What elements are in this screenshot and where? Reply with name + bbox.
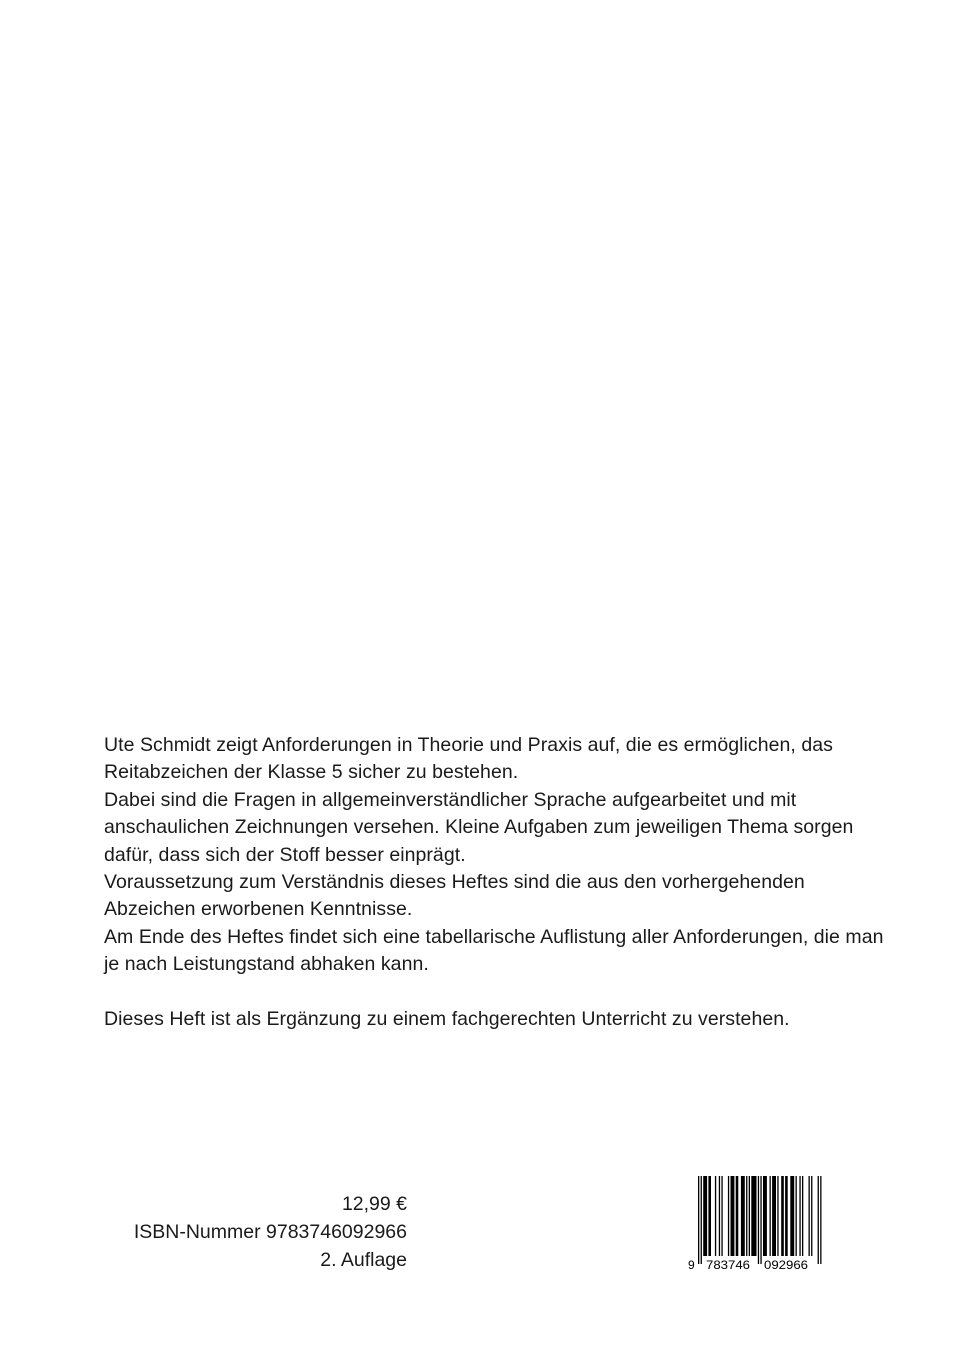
barcode-left-digits: 783746: [706, 1258, 751, 1272]
barcode-bar: [796, 1176, 797, 1256]
barcode-guard-bar: [698, 1176, 699, 1264]
description-paragraph-4: Am Ende des Heftes findet sich eine tabellarische Auflistung aller Anforderungen, die man je nach Leistungstand abhaken kann.: [104, 925, 884, 976]
barcode-bar: [785, 1176, 788, 1256]
barcode-bar: [746, 1176, 747, 1256]
barcode-bar: [751, 1176, 756, 1256]
barcode-bar: [715, 1176, 716, 1256]
barcode-bar: [770, 1176, 771, 1256]
barcode-bar: [731, 1176, 735, 1256]
barcode-bar: [802, 1176, 803, 1256]
barcode-bar: [719, 1176, 720, 1256]
description-paragraph-2: Dabei sind die Fragen in allgemeinverständlicher Sprache aufgearbeitet und mit anschaulichen Zeichnungen versehen. Kleine Aufgaben zum jeweiligen Thema sorgen dafür, dass sich der Stoff besser einprägt.: [104, 788, 854, 866]
barcode-bar: [749, 1176, 750, 1256]
barcode-lead-digit: 9: [688, 1258, 695, 1272]
barcode-guard-bar: [760, 1176, 761, 1264]
barcode-guard-bar: [701, 1176, 702, 1264]
barcode-bar: [790, 1176, 794, 1256]
barcode-bar: [763, 1176, 767, 1256]
barcode-bar: [708, 1176, 711, 1256]
edition: 2. Auflage: [320, 1249, 407, 1271]
description-note: Dieses Heft ist als Ergänzung zu einem fachgerechten Unterricht zu verstehen.: [104, 1008, 790, 1031]
barcode-bar: [772, 1176, 776, 1256]
description-paragraph-3: Voraussetzung zum Verständnis dieses Heftes sind die aus den vorhergehenden Abzeichen erworbenen Kenntnisse.: [104, 871, 805, 921]
barcode-bar: [811, 1176, 812, 1256]
book-description: [104, 732, 894, 1033]
description-paragraph-1: Ute Schmidt zeigt Anforderungen in Theorie und Praxis auf, die es ermöglichen, das Reitabzeichen der Klasse 5 sicher zu bestehen.: [104, 734, 833, 784]
barcode-bars: [698, 1176, 822, 1264]
barcode-bar: [809, 1176, 810, 1256]
barcode-bar: [781, 1176, 784, 1256]
barcode-right-digits: 092966: [764, 1258, 809, 1272]
barcode-bar: [728, 1176, 729, 1256]
isbn-barcode: [688, 1176, 822, 1272]
barcode-graphic: [688, 1176, 822, 1272]
barcode-guard-bar: [818, 1176, 819, 1264]
price: 12,99 €: [341, 1193, 407, 1215]
book-info: [100, 1190, 407, 1274]
barcode-bar: [736, 1176, 739, 1256]
barcode-bar: [799, 1176, 800, 1256]
barcode-guard-bar: [758, 1176, 759, 1264]
barcode-bar: [777, 1176, 778, 1256]
barcode-bar: [703, 1176, 707, 1256]
barcode-guard-bar: [820, 1176, 821, 1264]
barcode-bar: [721, 1176, 722, 1256]
barcode-bar: [741, 1176, 745, 1256]
isbn-number: ISBN-Nummer 9783746092966: [133, 1221, 407, 1243]
